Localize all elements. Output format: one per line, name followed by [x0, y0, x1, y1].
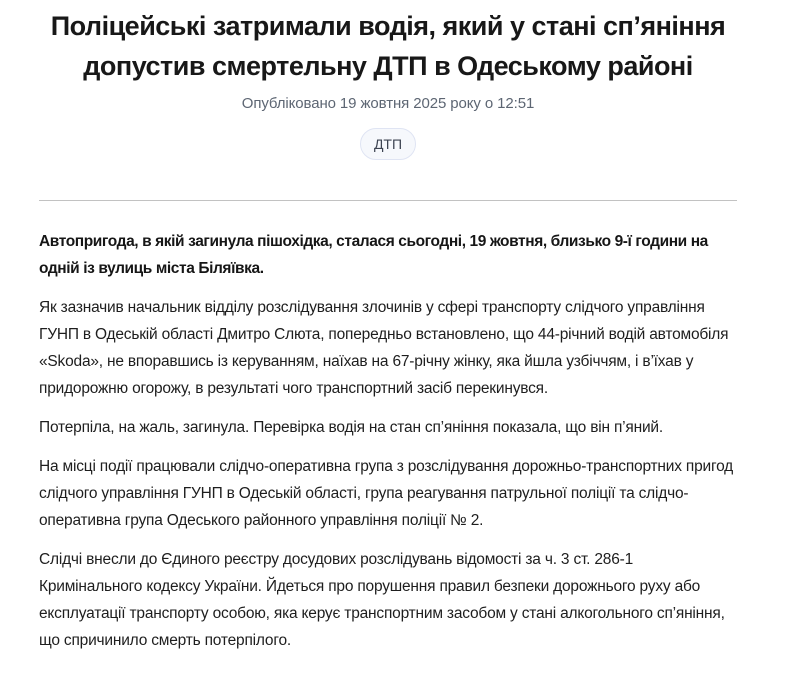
article-title: Поліцейські затримали водія, який у стані сп’яніння допустив смертельну ДТП в Одеському районі	[50, 11, 726, 81]
publish-date: Опубліковано 19 жовтня 2025 року о 12:51	[241, 95, 535, 112]
lead-paragraph: Автопригода, в якій загинула пішохідка, сталася сьогодні, 19 жовтня, близько 9-ї години на одній із вулиць міста Біляївка.	[39, 233, 708, 277]
article-body	[39, 228, 737, 654]
divider	[39, 200, 737, 201]
paragraph-4: Слідчі внесли до Єдиного реєстру досудових розслідувань відомості за ч. 3 ст. 286-1 Кримінального кодексу України. Йдеться про порушення правил безпеки дорожнього руху або експлуатації транспорту особою, яка керує транспортним засобом у стані алкогольного сп’яніння, що спричинило смерть потерпілого.	[39, 551, 725, 649]
article-page	[39, 0, 737, 654]
paragraph-1: Як зазначив начальник відділу розслідування злочинів у сфері транспорту слідчого управління ГУНП в Одеській області Дмитро Слюта, попередньо встановлено, що 44-річний водій автомобіля «Skoda», не впоравшись із керуванням, наїхав на 67-річну жінку, яка йшла узбіччям, і в’їхав у придорожню огорожу, в результаті чого транспортний засіб перекинувся.	[39, 299, 729, 397]
paragraph-3: На місці події працювали слідчо-оперативна група з розслідування дорожньо-транспортних пригод слідчого управління ГУНП в Одеській області, група реагування патрульної поліції та слідчо-оперативна група Одеського районного управління поліції № 2.	[39, 458, 734, 529]
tag-dtp[interactable]: ДТП	[360, 128, 416, 160]
tag-list	[39, 128, 737, 160]
paragraph-2: Потерпіла, на жаль, загинула. Перевірка водія на стан сп’яніння показала, що він п’яний.	[39, 419, 663, 436]
